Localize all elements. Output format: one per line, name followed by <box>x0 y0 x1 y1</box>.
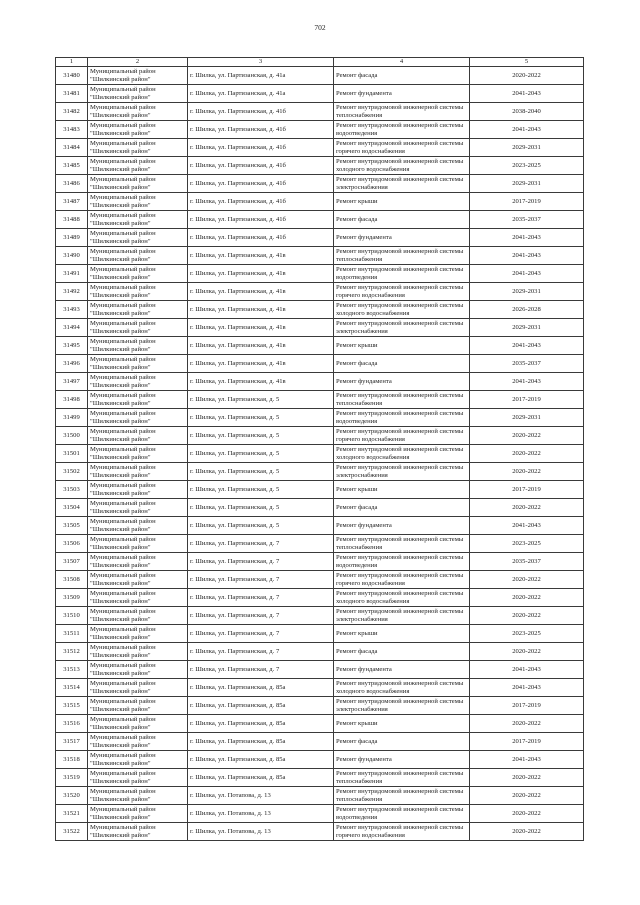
work-type-cell: Ремонт внутридомовой инженерной системы теплоснабжения <box>334 103 470 121</box>
row-number-cell: 31514 <box>56 679 88 697</box>
row-number-cell: 31507 <box>56 553 88 571</box>
period-cell: 2020-2022 <box>470 607 584 625</box>
column-header-5: 5 <box>470 58 584 67</box>
table-row <box>56 409 584 427</box>
table-row <box>56 247 584 265</box>
address-cell: г. Шилка, ул. Партизанская, д. 41в <box>188 373 334 391</box>
row-number-cell: 31505 <box>56 517 88 535</box>
district-cell: Муниципальный район "Шилкинский район" <box>88 751 188 769</box>
column-header-4: 4 <box>334 58 470 67</box>
work-type-cell: Ремонт внутридомовой инженерной системы электроснабжения <box>334 463 470 481</box>
district-cell: Муниципальный район "Шилкинский район" <box>88 355 188 373</box>
work-type-cell: Ремонт внутридомовой инженерной системы горячего водоснабжения <box>334 427 470 445</box>
address-cell: г. Шилка, ул. Партизанская, д. 7 <box>188 535 334 553</box>
address-cell: г. Шилка, ул. Партизанская, д. 41а <box>188 67 334 85</box>
work-type-cell: Ремонт внутридомовой инженерной системы теплоснабжения <box>334 787 470 805</box>
period-cell: 2029-2031 <box>470 175 584 193</box>
period-cell: 2017-2019 <box>470 733 584 751</box>
district-cell: Муниципальный район "Шилкинский район" <box>88 67 188 85</box>
period-cell: 2023-2025 <box>470 535 584 553</box>
table-row <box>56 301 584 319</box>
table-row <box>56 85 584 103</box>
address-cell: г. Шилка, ул. Партизанская, д. 85а <box>188 751 334 769</box>
work-type-cell: Ремонт фасада <box>334 211 470 229</box>
period-cell: 2041-2043 <box>470 247 584 265</box>
address-cell: г. Шилка, ул. Партизанская, д. 85а <box>188 697 334 715</box>
work-type-cell: Ремонт внутридомовой инженерной системы электроснабжения <box>334 175 470 193</box>
address-cell: г. Шилка, ул. Партизанская, д. 41в <box>188 283 334 301</box>
period-cell: 2020-2022 <box>470 787 584 805</box>
address-cell: г. Шилка, ул. Партизанская, д. 41а <box>188 85 334 103</box>
work-type-cell: Ремонт внутридомовой инженерной системы горячего водоснабжения <box>334 139 470 157</box>
period-cell: 2020-2022 <box>470 769 584 787</box>
column-header-2: 2 <box>88 58 188 67</box>
address-cell: г. Шилка, ул. Потапова, д. 13 <box>188 823 334 841</box>
row-number-cell: 31489 <box>56 229 88 247</box>
address-cell: г. Шилка, ул. Партизанская, д. 7 <box>188 553 334 571</box>
period-cell: 2020-2022 <box>470 715 584 733</box>
address-cell: г. Шилка, ул. Партизанская, д. 5 <box>188 517 334 535</box>
district-cell: Муниципальный район "Шилкинский район" <box>88 319 188 337</box>
period-cell: 2020-2022 <box>470 499 584 517</box>
address-cell: г. Шилка, ул. Партизанская, д. 85а <box>188 769 334 787</box>
row-number-cell: 31520 <box>56 787 88 805</box>
period-cell: 2020-2022 <box>470 589 584 607</box>
work-type-cell: Ремонт внутридомовой инженерной системы водоотведения <box>334 805 470 823</box>
period-cell: 2026-2028 <box>470 301 584 319</box>
address-cell: г. Шилка, ул. Партизанская, д. 7 <box>188 625 334 643</box>
table-row <box>56 733 584 751</box>
table-row <box>56 535 584 553</box>
work-type-cell: Ремонт фасада <box>334 67 470 85</box>
row-number-cell: 31510 <box>56 607 88 625</box>
table-row <box>56 805 584 823</box>
period-cell: 2020-2022 <box>470 463 584 481</box>
work-type-cell: Ремонт внутридомовой инженерной системы горячего водоснабжения <box>334 571 470 589</box>
table-row <box>56 661 584 679</box>
period-cell: 2041-2043 <box>470 751 584 769</box>
table-row <box>56 373 584 391</box>
work-type-cell: Ремонт внутридомовой инженерной системы горячего водоснабжения <box>334 283 470 301</box>
work-type-cell: Ремонт внутридомовой инженерной системы холодного водоснабжения <box>334 445 470 463</box>
district-cell: Муниципальный район "Шилкинский район" <box>88 625 188 643</box>
period-cell: 2041-2043 <box>470 121 584 139</box>
table-row <box>56 67 584 85</box>
row-number-cell: 31522 <box>56 823 88 841</box>
table-row <box>56 229 584 247</box>
district-cell: Муниципальный район "Шилкинский район" <box>88 769 188 787</box>
address-cell: г. Шилка, ул. Партизанская, д. 41б <box>188 103 334 121</box>
table-row <box>56 499 584 517</box>
address-cell: г. Шилка, ул. Партизанская, д. 41б <box>188 157 334 175</box>
district-cell: Муниципальный район "Шилкинский район" <box>88 697 188 715</box>
period-cell: 2041-2043 <box>470 373 584 391</box>
district-cell: Муниципальный район "Шилкинский район" <box>88 139 188 157</box>
address-cell: г. Шилка, ул. Партизанская, д. 41в <box>188 301 334 319</box>
table-row <box>56 427 584 445</box>
table-row <box>56 157 584 175</box>
district-cell: Муниципальный район "Шилкинский район" <box>88 409 188 427</box>
capital-repair-table <box>55 57 584 841</box>
row-number-cell: 31493 <box>56 301 88 319</box>
district-cell: Муниципальный район "Шилкинский район" <box>88 481 188 499</box>
period-cell: 2017-2019 <box>470 481 584 499</box>
address-cell: г. Шилка, ул. Партизанская, д. 41б <box>188 211 334 229</box>
period-cell: 2041-2043 <box>470 229 584 247</box>
work-type-cell: Ремонт фундамента <box>334 751 470 769</box>
column-header-1: 1 <box>56 58 88 67</box>
address-cell: г. Шилка, ул. Партизанская, д. 7 <box>188 643 334 661</box>
row-number-cell: 31496 <box>56 355 88 373</box>
address-cell: г. Шилка, ул. Партизанская, д. 5 <box>188 409 334 427</box>
district-cell: Муниципальный район "Шилкинский район" <box>88 643 188 661</box>
table-row <box>56 553 584 571</box>
address-cell: г. Шилка, ул. Партизанская, д. 41б <box>188 229 334 247</box>
period-cell: 2017-2019 <box>470 697 584 715</box>
table-row <box>56 175 584 193</box>
table-row <box>56 589 584 607</box>
row-number-cell: 31485 <box>56 157 88 175</box>
work-type-cell: Ремонт крыши <box>334 481 470 499</box>
table-row <box>56 607 584 625</box>
table-body <box>56 67 584 841</box>
address-cell: г. Шилка, ул. Партизанская, д. 41в <box>188 247 334 265</box>
work-type-cell: Ремонт внутридомовой инженерной системы электроснабжения <box>334 697 470 715</box>
period-cell: 2035-2037 <box>470 355 584 373</box>
work-type-cell: Ремонт внутридомовой инженерной системы теплоснабжения <box>334 247 470 265</box>
period-cell: 2041-2043 <box>470 85 584 103</box>
district-cell: Муниципальный район "Шилкинский район" <box>88 103 188 121</box>
row-number-cell: 31504 <box>56 499 88 517</box>
district-cell: Муниципальный район "Шилкинский район" <box>88 265 188 283</box>
district-cell: Муниципальный район "Шилкинский район" <box>88 571 188 589</box>
work-type-cell: Ремонт внутридомовой инженерной системы теплоснабжения <box>334 535 470 553</box>
period-cell: 2041-2043 <box>470 679 584 697</box>
work-type-cell: Ремонт крыши <box>334 193 470 211</box>
district-cell: Муниципальный район "Шилкинский район" <box>88 787 188 805</box>
row-number-cell: 31503 <box>56 481 88 499</box>
row-number-cell: 31497 <box>56 373 88 391</box>
row-number-cell: 31518 <box>56 751 88 769</box>
row-number-cell: 31481 <box>56 85 88 103</box>
period-cell: 2020-2022 <box>470 67 584 85</box>
table-row <box>56 643 584 661</box>
period-cell: 2029-2031 <box>470 409 584 427</box>
district-cell: Муниципальный район "Шилкинский район" <box>88 337 188 355</box>
row-number-cell: 31491 <box>56 265 88 283</box>
table-row <box>56 481 584 499</box>
row-number-cell: 31488 <box>56 211 88 229</box>
row-number-cell: 31516 <box>56 715 88 733</box>
district-cell: Муниципальный район "Шилкинский район" <box>88 463 188 481</box>
district-cell: Муниципальный район "Шилкинский район" <box>88 229 188 247</box>
district-cell: Муниципальный район "Шилкинский район" <box>88 715 188 733</box>
table-row <box>56 769 584 787</box>
table-row <box>56 787 584 805</box>
table-row <box>56 571 584 589</box>
column-header-3: 3 <box>188 58 334 67</box>
district-cell: Муниципальный район "Шилкинский район" <box>88 589 188 607</box>
district-cell: Муниципальный район "Шилкинский район" <box>88 499 188 517</box>
period-cell: 2017-2019 <box>470 391 584 409</box>
period-cell: 2041-2043 <box>470 265 584 283</box>
row-number-cell: 31480 <box>56 67 88 85</box>
table-row <box>56 697 584 715</box>
district-cell: Муниципальный район "Шилкинский район" <box>88 175 188 193</box>
work-type-cell: Ремонт внутридомовой инженерной системы теплоснабжения <box>334 391 470 409</box>
address-cell: г. Шилка, ул. Партизанская, д. 85а <box>188 679 334 697</box>
work-type-cell: Ремонт фундамента <box>334 373 470 391</box>
row-number-cell: 31499 <box>56 409 88 427</box>
row-number-cell: 31487 <box>56 193 88 211</box>
work-type-cell: Ремонт внутридомовой инженерной системы водоотведения <box>334 121 470 139</box>
period-cell: 2029-2031 <box>470 139 584 157</box>
period-cell: 2020-2022 <box>470 805 584 823</box>
period-cell: 2029-2031 <box>470 319 584 337</box>
district-cell: Муниципальный район "Шилкинский район" <box>88 733 188 751</box>
work-type-cell: Ремонт крыши <box>334 337 470 355</box>
address-cell: г. Шилка, ул. Партизанская, д. 85а <box>188 715 334 733</box>
district-cell: Муниципальный район "Шилкинский район" <box>88 553 188 571</box>
table-row <box>56 625 584 643</box>
table-row <box>56 715 584 733</box>
period-cell: 2041-2043 <box>470 517 584 535</box>
table-row <box>56 103 584 121</box>
work-type-cell: Ремонт фасада <box>334 355 470 373</box>
work-type-cell: Ремонт внутридомовой инженерной системы электроснабжения <box>334 607 470 625</box>
work-type-cell: Ремонт фасада <box>334 499 470 517</box>
work-type-cell: Ремонт внутридомовой инженерной системы горячего водоснабжения <box>334 823 470 841</box>
period-cell: 2020-2022 <box>470 427 584 445</box>
row-number-cell: 31486 <box>56 175 88 193</box>
period-cell: 2038-2040 <box>470 103 584 121</box>
work-type-cell: Ремонт внутридомовой инженерной системы холодного водоснабжения <box>334 679 470 697</box>
row-number-cell: 31511 <box>56 625 88 643</box>
table-header <box>56 58 584 67</box>
address-cell: г. Шилка, ул. Партизанская, д. 41в <box>188 355 334 373</box>
page-number: 702 <box>314 23 326 32</box>
table-row <box>56 751 584 769</box>
address-cell: г. Шилка, ул. Партизанская, д. 41в <box>188 265 334 283</box>
work-type-cell: Ремонт внутридомовой инженерной системы водоотведения <box>334 553 470 571</box>
district-cell: Муниципальный район "Шилкинский район" <box>88 211 188 229</box>
district-cell: Муниципальный район "Шилкинский район" <box>88 607 188 625</box>
row-number-cell: 31484 <box>56 139 88 157</box>
table-row <box>56 391 584 409</box>
row-number-cell: 31509 <box>56 589 88 607</box>
row-number-cell: 31495 <box>56 337 88 355</box>
address-cell: г. Шилка, ул. Партизанская, д. 85а <box>188 733 334 751</box>
work-type-cell: Ремонт фундамента <box>334 229 470 247</box>
district-cell: Муниципальный район "Шилкинский район" <box>88 391 188 409</box>
table-row <box>56 265 584 283</box>
address-cell: г. Шилка, ул. Партизанская, д. 7 <box>188 589 334 607</box>
period-cell: 2020-2022 <box>470 823 584 841</box>
address-cell: г. Шилка, ул. Партизанская, д. 5 <box>188 427 334 445</box>
column-number-row <box>56 58 584 67</box>
row-number-cell: 31519 <box>56 769 88 787</box>
table-row <box>56 283 584 301</box>
address-cell: г. Шилка, ул. Потапова, д. 13 <box>188 787 334 805</box>
row-number-cell: 31502 <box>56 463 88 481</box>
work-type-cell: Ремонт фундамента <box>334 517 470 535</box>
district-cell: Муниципальный район "Шилкинский район" <box>88 445 188 463</box>
table-row <box>56 337 584 355</box>
work-type-cell: Ремонт фундамента <box>334 661 470 679</box>
row-number-cell: 31483 <box>56 121 88 139</box>
address-cell: г. Шилка, ул. Партизанская, д. 7 <box>188 607 334 625</box>
address-cell: г. Шилка, ул. Партизанская, д. 5 <box>188 463 334 481</box>
row-number-cell: 31508 <box>56 571 88 589</box>
period-cell: 2023-2025 <box>470 625 584 643</box>
period-cell: 2020-2022 <box>470 643 584 661</box>
table-row <box>56 319 584 337</box>
district-cell: Муниципальный район "Шилкинский район" <box>88 823 188 841</box>
district-cell: Муниципальный район "Шилкинский район" <box>88 679 188 697</box>
work-type-cell: Ремонт фасада <box>334 733 470 751</box>
table-row <box>56 355 584 373</box>
district-cell: Муниципальный район "Шилкинский район" <box>88 247 188 265</box>
table-row <box>56 139 584 157</box>
period-cell: 2029-2031 <box>470 283 584 301</box>
table-row <box>56 463 584 481</box>
table-row <box>56 517 584 535</box>
address-cell: г. Шилка, ул. Партизанская, д. 5 <box>188 391 334 409</box>
table-row <box>56 823 584 841</box>
row-number-cell: 31482 <box>56 103 88 121</box>
work-type-cell: Ремонт внутридомовой инженерной системы теплоснабжения <box>334 769 470 787</box>
row-number-cell: 31515 <box>56 697 88 715</box>
period-cell: 2023-2025 <box>470 157 584 175</box>
work-type-cell: Ремонт фасада <box>334 643 470 661</box>
table-row <box>56 193 584 211</box>
address-cell: г. Шилка, ул. Партизанская, д. 41в <box>188 337 334 355</box>
row-number-cell: 31490 <box>56 247 88 265</box>
row-number-cell: 31512 <box>56 643 88 661</box>
table-row <box>56 679 584 697</box>
work-type-cell: Ремонт внутридомовой инженерной системы водоотведения <box>334 409 470 427</box>
row-number-cell: 31517 <box>56 733 88 751</box>
table-row <box>56 445 584 463</box>
period-cell: 2041-2043 <box>470 661 584 679</box>
row-number-cell: 31492 <box>56 283 88 301</box>
row-number-cell: 31498 <box>56 391 88 409</box>
work-type-cell: Ремонт крыши <box>334 715 470 733</box>
district-cell: Муниципальный район "Шилкинский район" <box>88 121 188 139</box>
table-row <box>56 121 584 139</box>
district-cell: Муниципальный район "Шилкинский район" <box>88 517 188 535</box>
row-number-cell: 31506 <box>56 535 88 553</box>
period-cell: 2017-2019 <box>470 193 584 211</box>
address-cell: г. Шилка, ул. Партизанская, д. 41б <box>188 193 334 211</box>
district-cell: Муниципальный район "Шилкинский район" <box>88 157 188 175</box>
district-cell: Муниципальный район "Шилкинский район" <box>88 805 188 823</box>
row-number-cell: 31501 <box>56 445 88 463</box>
district-cell: Муниципальный район "Шилкинский район" <box>88 301 188 319</box>
period-cell: 2035-2037 <box>470 553 584 571</box>
district-cell: Муниципальный район "Шилкинский район" <box>88 193 188 211</box>
row-number-cell: 31500 <box>56 427 88 445</box>
address-cell: г. Шилка, ул. Потапова, д. 13 <box>188 805 334 823</box>
row-number-cell: 31513 <box>56 661 88 679</box>
work-type-cell: Ремонт внутридомовой инженерной системы водоотведения <box>334 265 470 283</box>
district-cell: Муниципальный район "Шилкинский район" <box>88 427 188 445</box>
address-cell: г. Шилка, ул. Партизанская, д. 41б <box>188 139 334 157</box>
work-type-cell: Ремонт внутридомовой инженерной системы электроснабжения <box>334 319 470 337</box>
district-cell: Муниципальный район "Шилкинский район" <box>88 373 188 391</box>
address-cell: г. Шилка, ул. Партизанская, д. 7 <box>188 661 334 679</box>
work-type-cell: Ремонт внутридомовой инженерной системы холодного водоснабжения <box>334 301 470 319</box>
address-cell: г. Шилка, ул. Партизанская, д. 7 <box>188 571 334 589</box>
table-row <box>56 211 584 229</box>
work-type-cell: Ремонт крыши <box>334 625 470 643</box>
work-type-cell: Ремонт фундамента <box>334 85 470 103</box>
period-cell: 2020-2022 <box>470 571 584 589</box>
period-cell: 2035-2037 <box>470 211 584 229</box>
district-cell: Муниципальный район "Шилкинский район" <box>88 535 188 553</box>
work-type-cell: Ремонт внутридомовой инженерной системы холодного водоснабжения <box>334 157 470 175</box>
period-cell: 2041-2043 <box>470 337 584 355</box>
district-cell: Муниципальный район "Шилкинский район" <box>88 85 188 103</box>
district-cell: Муниципальный район "Шилкинский район" <box>88 661 188 679</box>
address-cell: г. Шилка, ул. Партизанская, д. 5 <box>188 445 334 463</box>
work-type-cell: Ремонт внутридомовой инженерной системы холодного водоснабжения <box>334 589 470 607</box>
address-cell: г. Шилка, ул. Партизанская, д. 41б <box>188 175 334 193</box>
address-cell: г. Шилка, ул. Партизанская, д. 5 <box>188 481 334 499</box>
row-number-cell: 31521 <box>56 805 88 823</box>
period-cell: 2020-2022 <box>470 445 584 463</box>
row-number-cell: 31494 <box>56 319 88 337</box>
address-cell: г. Шилка, ул. Партизанская, д. 5 <box>188 499 334 517</box>
district-cell: Муниципальный район "Шилкинский район" <box>88 283 188 301</box>
address-cell: г. Шилка, ул. Партизанская, д. 41в <box>188 319 334 337</box>
address-cell: г. Шилка, ул. Партизанская, д. 41б <box>188 121 334 139</box>
